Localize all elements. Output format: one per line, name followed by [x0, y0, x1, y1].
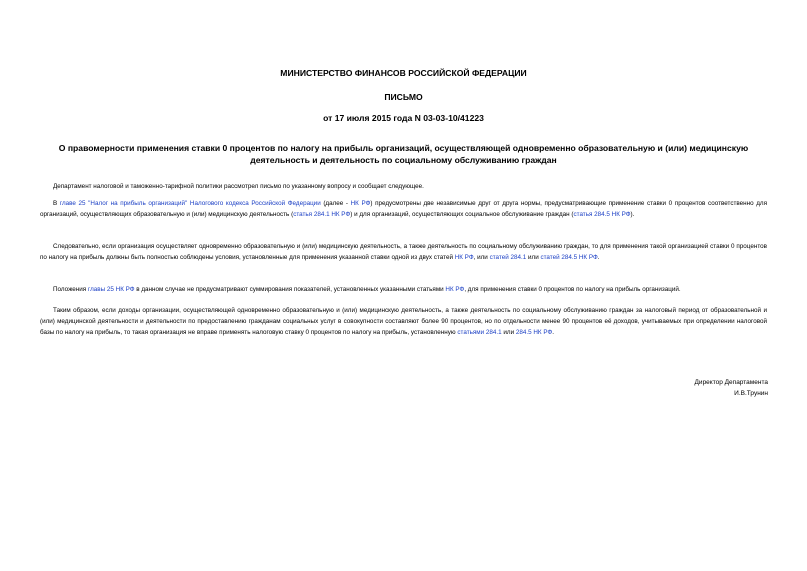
paragraph-text: (далее -	[320, 200, 351, 207]
paragraph-text: Следовательно, если организация осуществляет одновременно образовательную и (или) медицинскую деятельность, а также деятельность по социальному обслуживанию граждан, то для применения такой организацией ставки 0 процентов по налогу на прибыль должны быть полностью соблюдены условия, установленные для применения указанной ставки одной из двух статей	[40, 243, 767, 261]
paragraph-text: в данном случае не предусматривают суммирования показателей, установленных указанными статьями	[134, 286, 446, 293]
signature-name: И.В.Трунин	[734, 390, 768, 397]
link-article-284-1[interactable]: статей 284.1	[489, 254, 527, 261]
link-chapter-25[interactable]: главе 25 "Налог на прибыль организаций" Налогового кодекса Российской Федерации	[59, 200, 321, 207]
signature-position: Директор Департамента	[694, 379, 768, 386]
paragraph-text: ).	[630, 211, 635, 218]
paragraph-text: В	[53, 200, 60, 207]
paragraph-conclusion	[40, 305, 767, 338]
link-article-284-5[interactable]: 284.5 НК РФ	[515, 329, 553, 336]
document-subject: О правомерности применения ставки 0 процентов по налогу на прибыль организаций, осуществляющей одновременно образовательную и (или) медицинскую деятельность и деятельность по социальному обслуживанию граждан	[58, 143, 749, 165]
paragraph-text: ) и для организаций, осуществляющих социальное обслуживание граждан (	[350, 211, 574, 218]
document-date-number: от 17 июля 2015 года N 03-03-10/41223	[323, 113, 484, 123]
paragraph-text: .	[597, 254, 600, 261]
document-type: ПИСЬМО	[384, 92, 423, 102]
link-chapter-25[interactable]: главы 25 НК РФ	[87, 286, 135, 293]
link-article-284-5[interactable]: статья 284.5 НК РФ	[573, 211, 631, 218]
link-article-284-1[interactable]: статья 284.1 НК РФ	[293, 211, 351, 218]
link-article-284-1[interactable]: статьями 284.1	[457, 329, 502, 336]
paragraph-text: Таким образом, если доходы организации, осуществляющей одновременно образовательную и (или) медицинскую деятельность, а также деятельность по социальному обслуживанию граждан за налоговый период от образовательной и (или) медицинской деятельности и деятельности по предоставлению гражданам социальных услуг в совокупности составляют более 90 процентов, но по отдельности менее 90 процентов её доходов, учитываемых при определении налоговой базы по налогу на прибыль, то такая организация не вправе применять налоговую ставку 0 процентов по налогу на прибыль, установленную	[40, 307, 767, 336]
paragraph-text: Департамент налоговой и таможенно-тарифной политики рассмотрел письмо по указанному вопросу и сообщает следующее.	[53, 183, 424, 190]
paragraph-norms	[40, 198, 767, 220]
link-nk-rf[interactable]: НК РФ	[454, 254, 474, 261]
paragraph-text: , или	[473, 254, 490, 261]
link-nk-rf[interactable]: НК РФ	[445, 286, 465, 293]
ministry-heading: МИНИСТЕРСТВО ФИНАНСОВ РОССИЙСКОЙ ФЕДЕРАЦИИ	[280, 68, 527, 78]
paragraph-text: .	[552, 329, 554, 336]
paragraph-no-summation	[40, 284, 767, 295]
paragraph-text: , для применения ставки 0 процентов по налогу на прибыль организаций.	[464, 286, 681, 293]
paragraph-consequence	[40, 241, 767, 263]
paragraph-intro	[40, 181, 767, 192]
link-nk-rf[interactable]: НК РФ	[350, 200, 371, 207]
paragraph-text: Положения	[53, 286, 88, 293]
paragraph-text: или	[501, 329, 516, 336]
paragraph-text: или	[526, 254, 541, 261]
paragraph-text: ) предусмотрены две независимые друг от друга нормы, предусматривающие применение ставки 0 процентов соответственно для организаций, осуществляющих образовательную и (или) медицинскую деятельность (	[40, 200, 767, 218]
link-article-284-5[interactable]: статей 284.5 НК РФ	[540, 254, 598, 261]
